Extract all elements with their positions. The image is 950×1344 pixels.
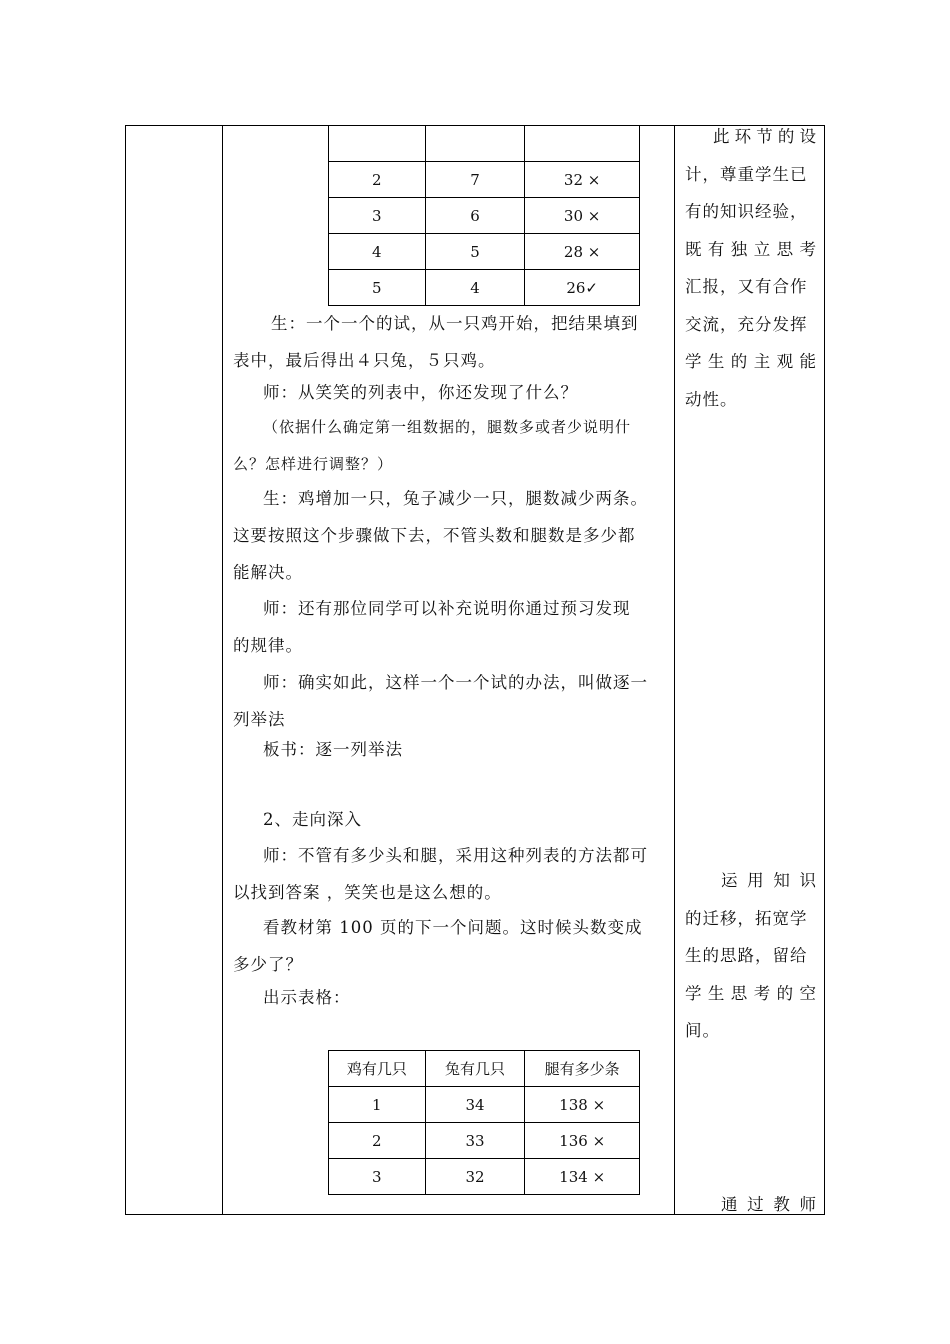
student-answer-2 <box>233 480 673 591</box>
text-line: 这要按照这个步骤做下去，不管头数和腿数是多少都 <box>233 526 636 545</box>
table-cell: 6 <box>425 198 525 234</box>
section-heading <box>233 801 673 838</box>
teacher-question-1 <box>233 374 673 411</box>
table-row <box>329 198 640 234</box>
table-cell: 33 <box>425 1123 525 1159</box>
table-cell: 32 <box>425 1159 525 1195</box>
table-cell: 7 <box>425 162 525 198</box>
text-line: 出示表格： <box>263 988 351 1007</box>
table-cell <box>329 126 426 162</box>
table-cell: 2 <box>329 1123 426 1159</box>
table-row <box>329 234 640 270</box>
table-cell: 34 <box>425 1087 525 1123</box>
table-cell: 28 × <box>525 234 640 270</box>
text-line: 师：确实如此，这样一个一个试的办法，叫做逐一 <box>263 673 648 692</box>
table-row <box>329 1087 640 1123</box>
text-line: 多少了？ <box>233 955 303 974</box>
text-line: 的迁移，拓宽学 <box>685 908 808 928</box>
text-line: 生：鸡增加一只，兔子减少一只，腿数减少两条。 <box>263 489 648 508</box>
trial-table-1 <box>328 125 640 306</box>
column-divider-1 <box>222 125 223 1215</box>
text-line: 以找到答案 ，笑笑也是这么想的。 <box>233 883 502 902</box>
text-line: 的规律。 <box>233 636 303 655</box>
text-line: 通过教师 <box>721 1195 817 1214</box>
student-answer-1 <box>233 305 673 379</box>
table-cell: 26✓ <box>525 270 640 306</box>
design-note-3 <box>685 1186 817 1224</box>
teacher-prompt <box>233 590 673 664</box>
trial-table-2 <box>328 1050 640 1195</box>
table-cell: 134 × <box>525 1159 640 1195</box>
table-cell: 30 × <box>525 198 640 234</box>
table-row <box>329 1159 640 1195</box>
text-line: 计，尊重学生已 <box>685 164 808 184</box>
column-header: 腿有多少条 <box>525 1051 640 1087</box>
design-note-2 <box>685 862 817 1050</box>
text-line: 师：还有那位同学可以补充说明你通过预习发现 <box>263 599 631 618</box>
column-divider-2 <box>674 125 675 1215</box>
column-header: 兔有几只 <box>425 1051 525 1087</box>
table-cell: 4 <box>425 270 525 306</box>
text-line: 学生思考的空 <box>685 983 817 1003</box>
text-line: 看教材第 100 页的下一个问题。这时候头数变成 <box>263 918 643 937</box>
show-table-label <box>233 979 673 1016</box>
table-cell: 5 <box>425 234 525 270</box>
text-line: 既有独立思考 <box>685 239 817 259</box>
table-cell: 3 <box>329 1159 426 1195</box>
text-line: 么？怎样进行调整？） <box>233 455 394 473</box>
text-line: 师：不管有多少头和腿，采用这种列表的方法都可 <box>263 846 648 865</box>
text-line: 板书：逐一列举法 <box>263 740 403 759</box>
table-row <box>329 162 640 198</box>
table-row <box>329 270 640 306</box>
table-cell: 136 × <box>525 1123 640 1159</box>
table-cell <box>525 126 640 162</box>
text-line: 能解决。 <box>233 563 303 582</box>
table-cell: 3 <box>329 198 426 234</box>
table-row <box>329 126 640 162</box>
teacher-explanation <box>233 837 673 911</box>
table-cell: 5 <box>329 270 426 306</box>
textbook-instruction <box>233 909 673 983</box>
table-cell: 1 <box>329 1087 426 1123</box>
table-row <box>329 1123 640 1159</box>
text-line: 间。 <box>685 1021 720 1040</box>
table-cell: 2 <box>329 162 426 198</box>
column-header: 鸡有几只 <box>329 1051 426 1087</box>
text-line: 生：一个一个的试，从一只鸡开始，把结果填到 <box>271 314 639 333</box>
text-line: （依据什么确定第一组数据的，腿数多或者少说明什 <box>263 418 632 436</box>
design-note-1 <box>685 118 817 418</box>
text-line: 运用知识 <box>721 871 817 890</box>
guidance-note <box>233 409 673 483</box>
text-line: 交流，充分发挥 <box>685 314 808 334</box>
teacher-summary <box>233 664 673 738</box>
text-line: 此环节的设 <box>713 127 817 146</box>
text-line: 汇报，又有合作 <box>685 277 808 296</box>
text-line: 师：从笑笑的列表中，你还发现了什么？ <box>263 383 578 402</box>
text-line: 有的知识经验， <box>685 202 808 221</box>
text-line: 生的思路，留给 <box>685 946 808 965</box>
text-line: 表中，最后得出４只兔，５只鸡。 <box>233 351 496 370</box>
table-cell: 32 × <box>525 162 640 198</box>
table-header-row <box>329 1051 640 1087</box>
table-cell: 138 × <box>525 1087 640 1123</box>
board-writing <box>233 731 673 768</box>
text-line: 学生的主观能 <box>685 352 817 371</box>
text-line: 动性。 <box>685 389 738 409</box>
text-line: 列举法 <box>233 710 286 729</box>
text-line: 2、走向深入 <box>263 810 362 829</box>
table-cell: 4 <box>329 234 426 270</box>
table-cell <box>425 126 525 162</box>
